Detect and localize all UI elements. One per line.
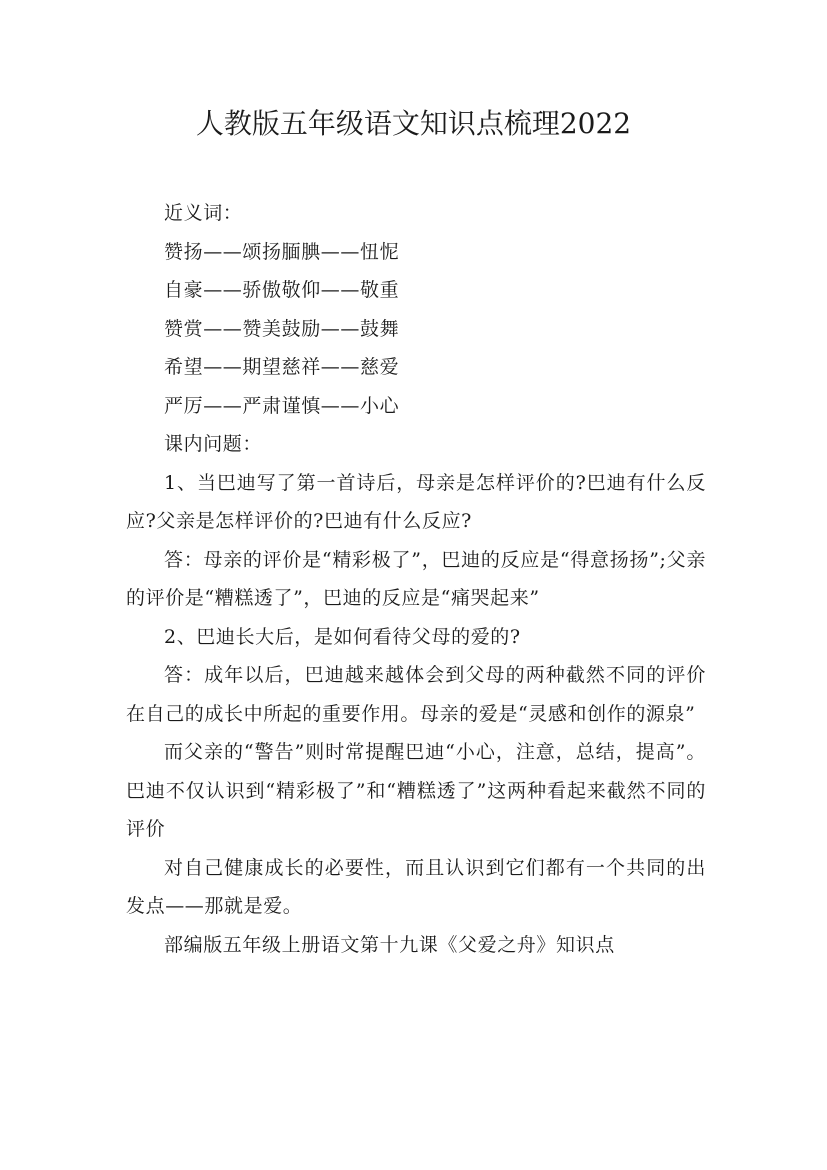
paragraph-synonym-pair: 希望——期望慈祥——慈爱 [164,356,400,378]
paragraph-question-2: 2、巴迪长大后，是如何看待父母的爱的? [164,625,521,648]
paragraph-answer-1: 答：母亲的评价是“精彩极了”，巴迪的反应是“得意扬扬”;父亲的评价是“糟糕透了”，巴迪的反应是“痛哭起来” [126,548,706,609]
paragraph-next-section-heading: 部编版五年级上册语文第十九课《父爱之舟》知识点 [164,933,615,956]
paragraph-answer-2-conclusion: 对自己健康成长的必要性，而且认识到它们都有一个共同的出发点——那就是爱。 [126,856,706,917]
paragraph-synonym-pair: 自豪——骄傲敬仰——敬重 [164,279,400,301]
paragraph-synonyms-heading: 近义词： [164,202,243,224]
paragraph-synonym-pair: 严厉——严肃谨慎——小心 [164,394,400,417]
page-title: 人教版五年级语文知识点梳理2022 [195,107,632,140]
paragraph-answer-2-continued: 而父亲的“警告”则时常提醒巴迪“小心，注意，总结，提高”。巴迪不仅认识到“精彩极了”和“糟糕透了”这两种看起来截然不同的评价 [126,741,706,840]
paragraph-question-1: 1、当巴迪写了第一首诗后，母亲是怎样评价的?巴迪有什么反应?父亲是怎样评价的?巴迪有什么反应? [126,471,706,532]
document-body [126,194,706,964]
paragraph-synonym-pair: 赞扬——颂扬腼腆——忸怩 [164,240,400,263]
paragraph-questions-heading: 课内问题： [164,433,263,455]
paragraph-answer-2: 答：成年以后，巴迪越来越体会到父母的两种截然不同的评价在自己的成长中所起的重要作用。母亲的爱是“灵感和创作的源泉” [126,664,706,725]
paragraph-synonym-pair: 赞赏——赞美鼓励——鼓舞 [164,317,400,340]
